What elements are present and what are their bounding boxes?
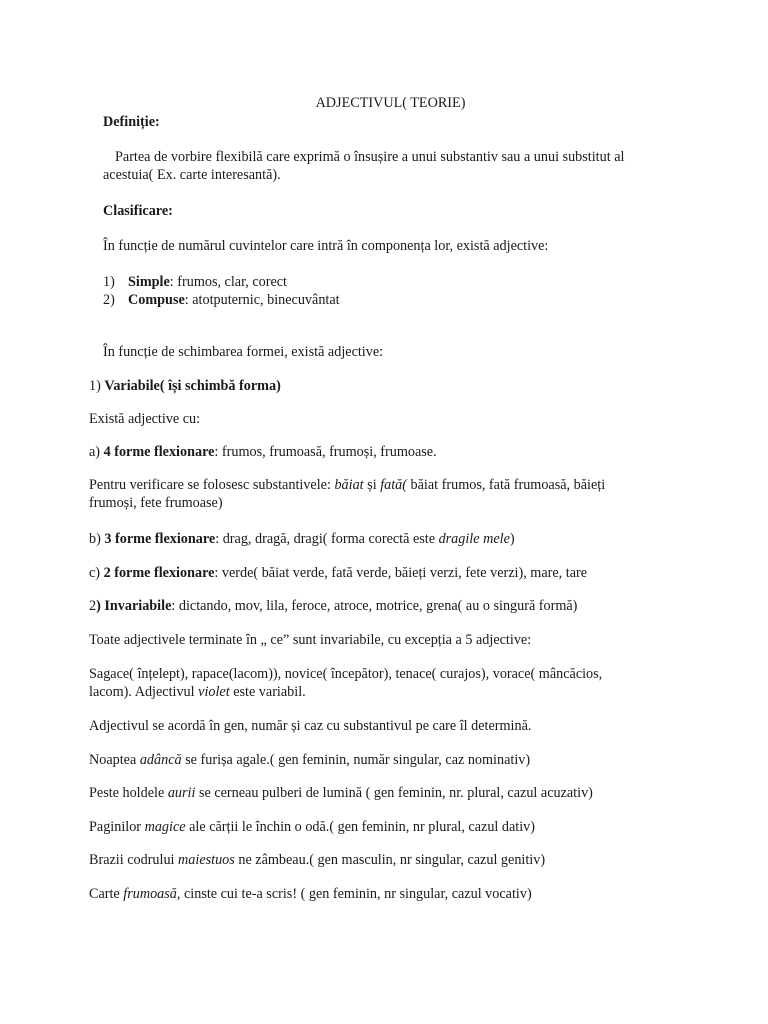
definitie-heading: Definiție: [103,114,160,130]
example-genitiv: Brazii codrului maiestuos ne zâmbeau.( gen masculin, nr singular, cazul genitiv) [89,852,546,868]
example-vocativ: Carte frumoasă, cinste cui te-a scris! ( gen feminin, nr singular, cazul vocativ) [89,886,532,902]
invariabile-heading: 2) Invariabile: dictando, mov, lila, feroce, atroce, motrice, grena( au o singură formă) [89,598,578,614]
acord-rule: Adjectivul se acordă în gen, număr și caz cu substantivul pe care îl determină. [89,718,532,734]
clasificare-heading: Clasificare: [103,203,173,219]
example-nominativ: Noaptea adâncă se furișa agale.( gen feminin, număr singular, caz nominativ) [89,752,531,768]
definitie-text-line-2: acestuia( Ex. carte interesantă). [103,167,281,183]
forma-intro: În funcție de schimbarea formei, există adjective: [103,344,384,360]
variabile-item-c: c) 2 forme flexionare: verde( băiat verde, fată verde, băieți verzi, fete verzi), mare, tare [89,565,588,581]
verificare-line-1: Pentru verificare se folosesc substantivele: băiat și fată( băiat frumos, fată frumoasă, băieți [89,477,606,493]
page-title: ADJECTIVUL( TEORIE) [315,95,466,111]
example-acuzativ: Peste holdele aurii se cerneau pulberi de lumină ( gen feminin, nr. plural, cazul acuzativ) [89,785,593,801]
variabile-heading: 1) Variabile( își schimbă forma) [89,378,281,394]
verificare-line-2: frumoși, fete frumoase) [89,495,223,511]
variabile-item-b: b) 3 forme flexionare: drag, dragă, dragi( forma corectă este dragile mele) [89,531,515,547]
exceptii-line-2: lacom). Adjectivul violet este variabil. [89,684,306,700]
variabile-intro: Există adjective cu: [89,411,201,427]
variabile-item-a: a) 4 forme flexionare: frumos, frumoasă, frumoși, frumoase. [89,444,437,460]
list-item-simple: 1) Simple: frumos, clar, corect [103,274,287,290]
clasificare-intro: În funcție de numărul cuvintelor care intră în componența lor, există adjective: [103,238,549,254]
list-item-compuse: 2) Compuse: atotputernic, binecuvântat [103,292,340,308]
exceptii-line-1: Sagace( înțelept), rapace(lacom)), novice( începător), tenace( curajos), vorace( mâncăcios, [89,666,603,682]
exceptii-intro: Toate adjectivele terminate în „ ce” sunt invariabile, cu excepția a 5 adjective: [89,632,532,648]
definitie-text-line-1: Partea de vorbire flexibilă care exprimă o însușire a unui substantiv sau a unui substitut al [115,149,625,165]
example-dativ: Paginilor magice ale cărții le închin o odă.( gen feminin, nr plural, cazul dativ) [89,819,535,835]
